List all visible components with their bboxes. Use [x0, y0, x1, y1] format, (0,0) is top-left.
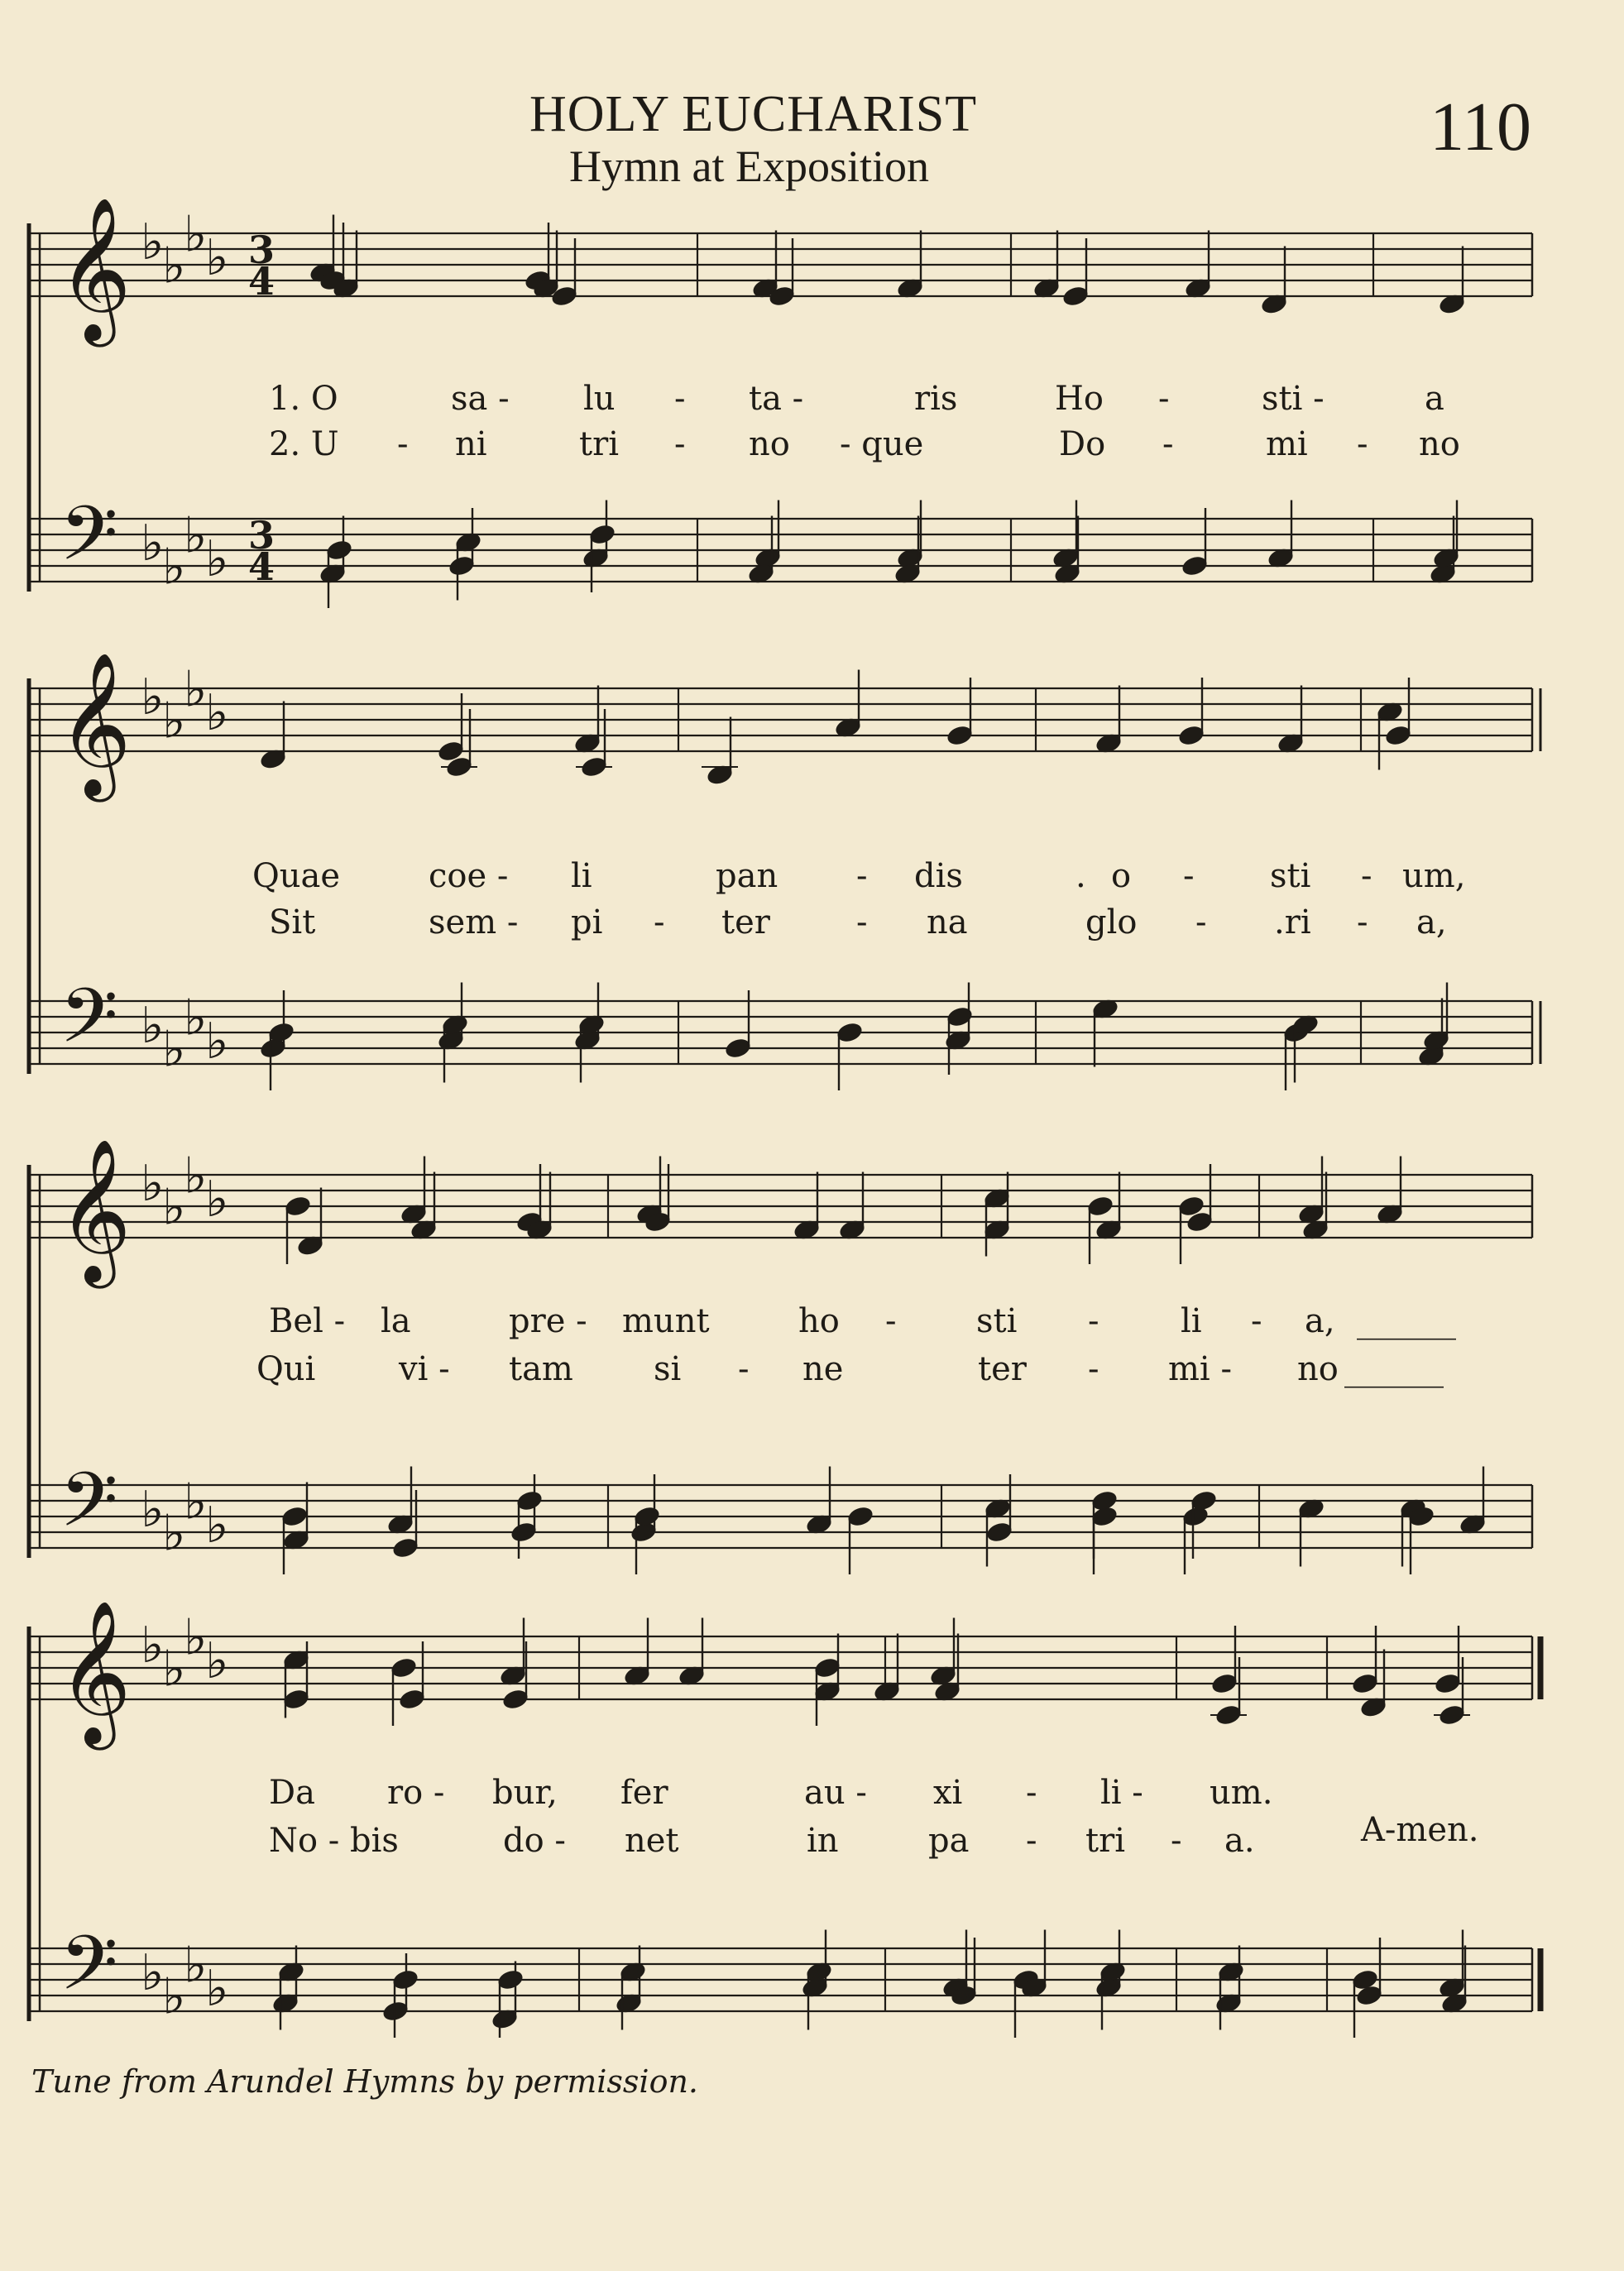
flat-icon: ♭	[184, 1147, 208, 1205]
lyric-syllable: -	[1162, 425, 1174, 463]
flat-icon: ♭	[205, 684, 229, 742]
lyric-syllable: o	[1111, 857, 1132, 895]
flat-icon: ♭	[205, 530, 229, 588]
treble-clef-icon: 𝄞	[58, 1600, 132, 1744]
flat-icon: ♭	[162, 538, 186, 596]
lyric-syllable: ni	[455, 425, 487, 463]
flat-icon: ♭	[141, 515, 165, 573]
lyric-syllable: sem -	[429, 903, 519, 941]
flat-icon: ♭	[162, 692, 186, 750]
flat-icon: ♭	[141, 1155, 165, 1213]
lyric-syllable: -	[1026, 1822, 1037, 1860]
flat-icon: ♭	[205, 1497, 229, 1555]
lyric-syllable: sti	[1270, 857, 1311, 895]
lyric-syllable: pan	[716, 857, 778, 895]
lyric-syllable: mi -	[1168, 1350, 1232, 1388]
lyric-syllable: -	[654, 903, 665, 941]
lyric-syllable: 1. O	[269, 380, 338, 418]
lyric-syllable: -	[674, 425, 686, 463]
lyric-syllable: a,	[1416, 903, 1447, 941]
lyric-syllable: glo	[1085, 903, 1138, 941]
flat-icon: ♭	[162, 237, 186, 295]
lyric-syllable: fer	[620, 1774, 668, 1812]
lyric-syllable: Qui	[256, 1350, 316, 1388]
flat-icon: ♭	[141, 1617, 165, 1675]
lyric-syllable: coe -	[429, 857, 509, 895]
lyric-syllable: a,	[1305, 1302, 1335, 1340]
lyric-syllable: -	[1088, 1350, 1099, 1388]
flat-icon: ♭	[184, 660, 208, 719]
lyric-syllable: -	[856, 857, 868, 895]
lyric-syllable: li	[1181, 1302, 1202, 1340]
lyric-syllable: sti -	[1262, 380, 1325, 418]
tune-credit: Tune from Arundel Hymns by permission.	[31, 2063, 698, 2100]
lyric-syllable: tri	[1085, 1822, 1125, 1860]
flat-icon: ♭	[162, 1967, 186, 2026]
lyric-syllable: xi	[933, 1774, 963, 1812]
flat-icon: ♭	[184, 205, 208, 264]
lyric-syllable: munt	[622, 1302, 710, 1340]
lyric-syllable: Ho	[1055, 380, 1104, 418]
lyric-syllable: no	[1297, 1350, 1339, 1388]
lyric-syllable: Quae	[252, 857, 341, 895]
flat-icon: ♭	[141, 1481, 165, 1539]
lyric-syllable: -	[1183, 857, 1195, 895]
bass-clef-icon: 𝄢	[60, 490, 118, 596]
time-signature-bottom: 4	[248, 259, 275, 304]
lyric-syllable: tri	[579, 425, 619, 463]
lyric-syllable: a.	[1224, 1822, 1255, 1860]
lyric-syllable: -	[1361, 857, 1372, 895]
lyric-syllable: -	[397, 425, 409, 463]
lyric-syllable: -	[1251, 1302, 1262, 1340]
flat-icon: ♭	[141, 1944, 165, 2002]
lyric-syllable: li -	[1100, 1774, 1143, 1812]
lyric-syllable: si	[654, 1350, 682, 1388]
flat-icon: ♭	[184, 506, 208, 565]
lyric-syllable: -	[1026, 1774, 1037, 1812]
lyric-syllable: ______	[1344, 1350, 1444, 1388]
lyric-syllable: au -	[804, 1774, 867, 1812]
lyric-syllable: .	[1075, 857, 1086, 895]
lyric-syllable: lu	[583, 380, 616, 418]
bass-clef-icon: 𝄢	[60, 1919, 118, 2025]
time-signature-top: 3	[248, 513, 275, 558]
lyric-syllable: la	[381, 1302, 411, 1340]
lyric-syllable: ter	[721, 903, 770, 941]
lyric-syllable: pa	[928, 1822, 970, 1860]
treble-clef-icon: 𝄞	[58, 652, 132, 796]
section-title: HOLY EUCHARIST	[529, 86, 978, 142]
lyric-syllable: -	[1357, 425, 1368, 463]
time-signature-bottom: 4	[248, 544, 275, 589]
lyric-syllable: vi -	[399, 1350, 450, 1388]
lyric-syllable: ter	[978, 1350, 1027, 1388]
lyric-syllable: ro -	[387, 1774, 445, 1812]
flat-icon: ♭	[162, 1504, 186, 1563]
lyric-syllable: um,	[1402, 857, 1466, 895]
lyric-syllable: -	[674, 380, 686, 418]
lyric-syllable: Da	[269, 1774, 315, 1812]
lyric-syllable: mi	[1266, 425, 1308, 463]
lyric-syllable: tam	[509, 1350, 573, 1388]
flat-icon: ♭	[205, 1171, 229, 1229]
lyric-syllable: a	[1425, 380, 1444, 418]
lyric-syllable: Sit	[269, 903, 316, 941]
lyric-syllable: net	[625, 1822, 679, 1860]
flat-icon: ♭	[141, 668, 165, 726]
treble-clef-icon: 𝄞	[58, 197, 132, 341]
flat-icon: ♭	[184, 1473, 208, 1531]
lyric-syllable: dis	[914, 857, 963, 895]
flat-icon: ♭	[205, 1013, 229, 1071]
lyric-syllable: ta -	[749, 380, 804, 418]
lyric-syllable: -	[1357, 903, 1368, 941]
lyric-syllable: No - bis	[269, 1822, 399, 1860]
lyric-syllable: ne	[802, 1350, 844, 1388]
lyric-syllable: - que	[840, 425, 924, 463]
lyric-syllable: -	[885, 1302, 897, 1340]
flat-icon: ♭	[205, 1960, 229, 2018]
lyric-syllable: li	[571, 857, 592, 895]
lyric-syllable: ______	[1357, 1302, 1456, 1340]
lyric-syllable: pi	[571, 903, 603, 941]
lyric-syllable: -	[1158, 380, 1170, 418]
flat-icon: ♭	[141, 213, 165, 271]
lyric-syllable: sti	[976, 1302, 1018, 1340]
flat-icon: ♭	[184, 989, 208, 1047]
hymn-number: 110	[1430, 89, 1531, 165]
amen-lyric: A-men.	[1361, 1811, 1479, 1849]
lyric-syllable: -	[1088, 1302, 1099, 1340]
flat-icon: ♭	[141, 997, 165, 1055]
lyric-syllable: -	[1171, 1822, 1182, 1860]
time-signature-top: 3	[248, 228, 275, 272]
bass-clef-icon: 𝄢	[60, 1456, 118, 1562]
lyric-syllable: no	[1419, 425, 1460, 463]
lyric-syllable: ho	[798, 1302, 840, 1340]
lyric-syllable: do -	[503, 1822, 566, 1860]
flat-icon: ♭	[184, 1936, 208, 1995]
lyric-syllable: bur,	[492, 1774, 558, 1812]
lyric-syllable: -	[1195, 903, 1207, 941]
lyric-syllable: -	[856, 903, 868, 941]
flat-icon: ♭	[184, 1608, 208, 1667]
lyric-syllable: na	[927, 903, 968, 941]
lyric-syllable: 2. U	[269, 425, 339, 463]
hymn-title: Hymn at Exposition	[569, 141, 929, 191]
lyric-syllable: -	[738, 1350, 750, 1388]
lyric-syllable: .ri	[1274, 903, 1311, 941]
lyric-syllable: pre -	[509, 1302, 587, 1340]
lyric-syllable: ris	[914, 380, 958, 418]
bass-clef-icon: 𝄢	[60, 972, 118, 1078]
lyric-syllable: sa -	[451, 380, 510, 418]
treble-clef-icon: 𝄞	[58, 1138, 132, 1282]
flat-icon: ♭	[205, 229, 229, 287]
lyric-syllable: um.	[1210, 1774, 1273, 1812]
flat-icon: ♭	[162, 1640, 186, 1698]
flat-icon: ♭	[205, 1632, 229, 1690]
lyric-syllable: Bel -	[269, 1302, 346, 1340]
lyric-syllable: in	[807, 1822, 839, 1860]
lyric-syllable: no	[749, 425, 790, 463]
flat-icon: ♭	[162, 1020, 186, 1079]
lyric-syllable: Do	[1059, 425, 1106, 463]
flat-icon: ♭	[162, 1178, 186, 1237]
